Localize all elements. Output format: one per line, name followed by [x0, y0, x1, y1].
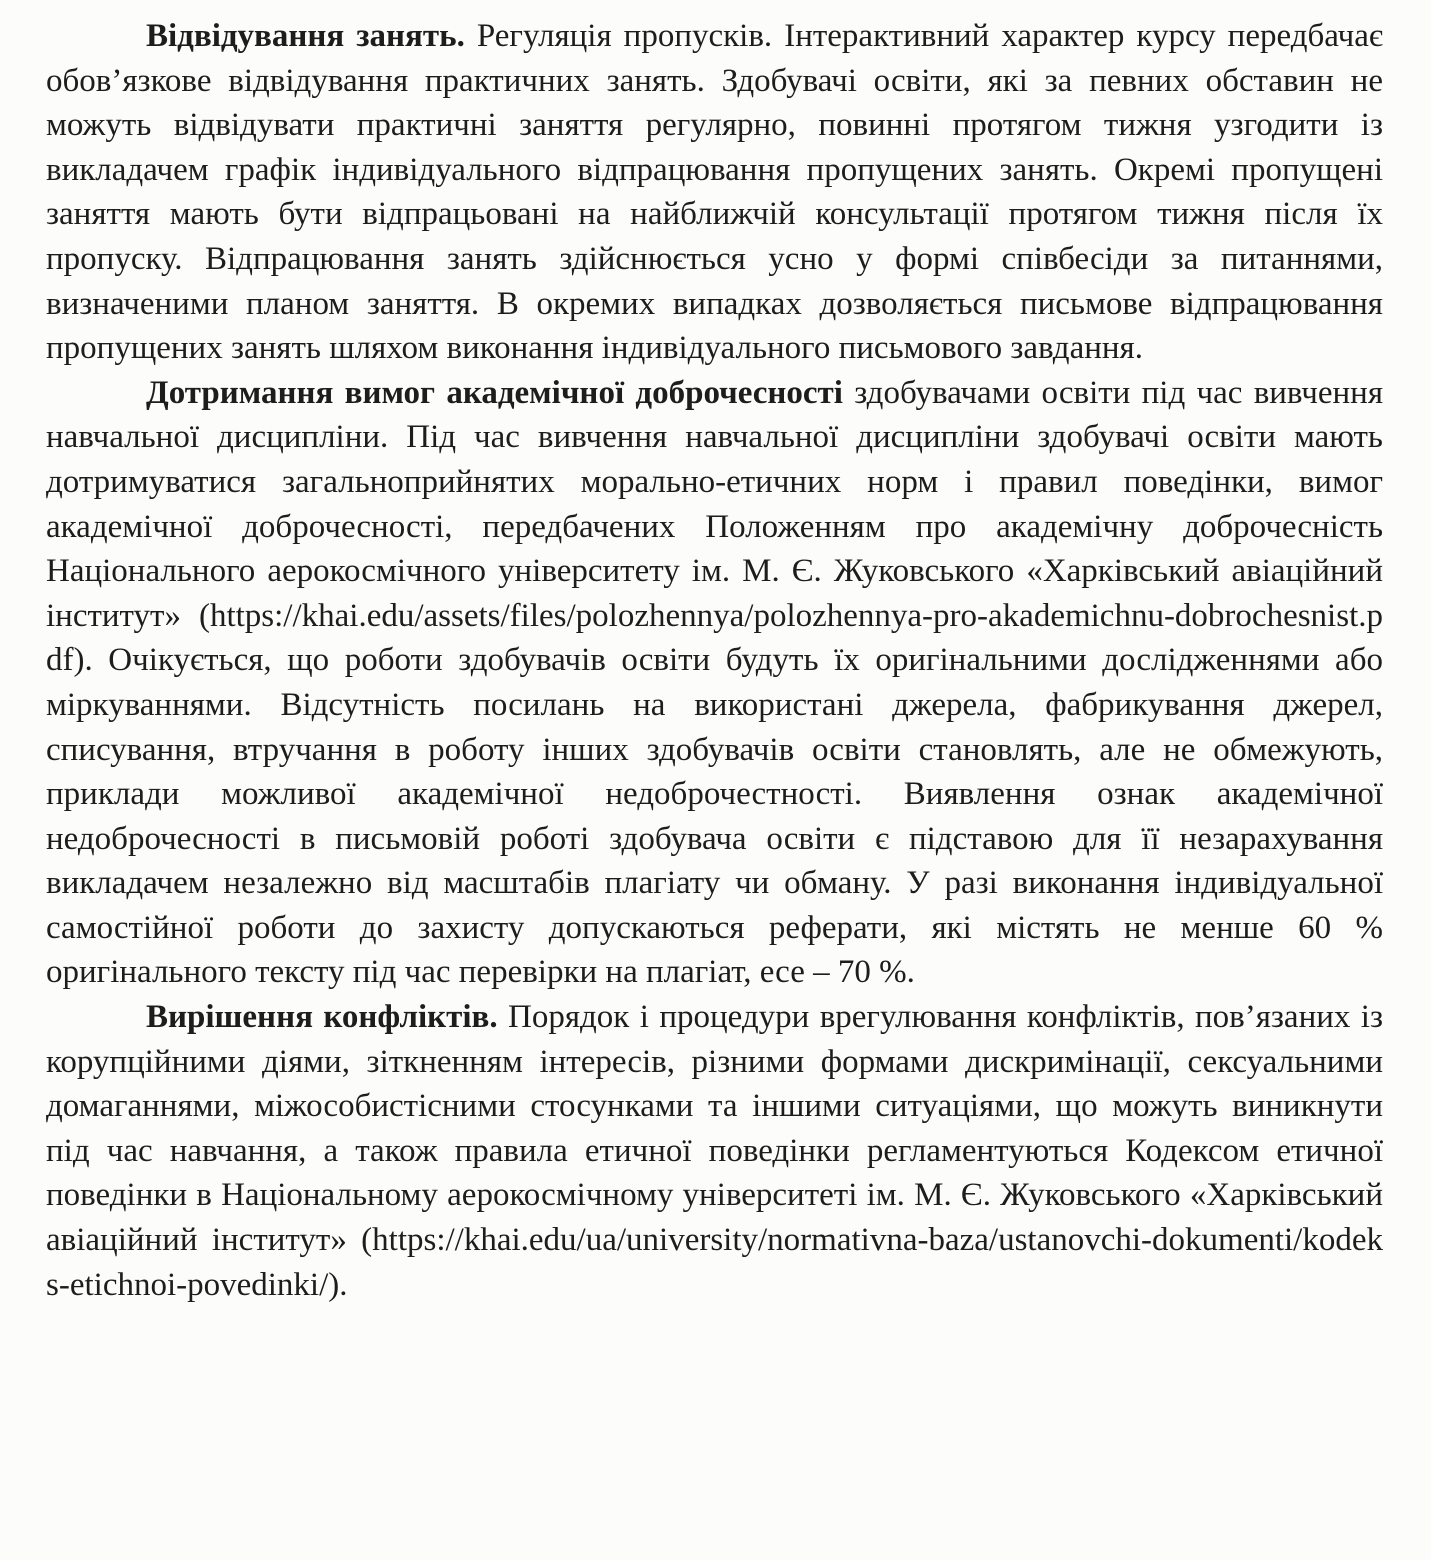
integrity-policy-url: (https://khai.edu/assets/files/polozhennya/polozhennya-pro-akademichnu-dobrochesnist.pdf).: [46, 597, 1383, 679]
paragraph-conflict-resolution: [46, 995, 1383, 1307]
ethics-code-url: (https://khai.edu/ua/university/normativna-baza/ustanovchi-dokumenti/kodeks-etichnoi-povedinki/).: [46, 1222, 1383, 1303]
paragraph-text-continued: Очікується, що роботи здобувачів освіти будуть їх оригінальними дослідженнями або міркуваннями. Відсутність посилань на використані джерела, фабрикування джерел, списування, втручання в роботу інших здобувачів освіти становлять, але не обмежують, приклади можливої академічної недоброчестності. Виявлення ознак академічної недоброчесності в письмовій роботі здобувача освіти є підставою для її незарахування викладачем незалежно від масштабів плагіату чи обману. У разі виконання індивідуальної самостійної роботи до захисту допускаються реферати, які містять не менше 60 % оригінального тексту під час перевірки на плагіат, есе – 70 %.: [46, 642, 1383, 991]
paragraph-heading: Вирішення конфліктів.: [146, 999, 498, 1036]
paragraph-heading: Дотримання вимог академічної доброчесності: [146, 374, 843, 411]
paragraph-heading: Відвідування занять.: [146, 18, 465, 54]
paragraph-attendance: [46, 14, 1383, 371]
paragraph-text: Регуляція пропусків. Інтерактивний характер курсу передбачає обов’язкове відвідування практичних занять. Здобувачі освіти, які за певних обставин не можуть відвідувати практичні заняття регулярно, повинні протягом тижня узгодити із викладачем графік індивідуального відпрацювання пропущених занять. Окремі пропущені заняття мають бути відпрацьовані на найближчій консультації протягом тижня після їх пропуску. Відпрацювання занять здійснюється усно у формі співбесіди за питаннями, визначеними планом заняття. В окремих випадках дозволяється письмове відпрацювання пропущених занять шляхом виконання індивідуального письмового завдання.: [46, 18, 1384, 367]
paragraph-text: Порядок і процедури врегулювання конфліктів, пов’язаних із корупційними діями, зіткненням інтересів, різними формами дискримінації, сексуальними домаганнями, міжособистісними стосунками та іншими ситуаціями, що можуть виникнути під час навчання, а також правила етичної поведінки регламентуються Кодексом етичної поведінки в Національному аерокосмічному університеті ім. М. Є. Жуковського «Харківський авіаційний інститут»: [46, 999, 1383, 1259]
paragraph-text: здобувачами освіти під час вивчення навчальної дисципліни. Під час вивчення навчальної дисципліни здобувачі освіти мають дотримуватися загальноприйнятих морально-етичних норм і правил поведінки, вимог академічної доброчесності, передбачених Положенням про академічну доброчесність Національного аерокосмічного університету ім. М. Є. Жуковського «Харківський авіаційний інститут»: [46, 374, 1384, 634]
paragraph-academic-integrity: [46, 371, 1383, 995]
